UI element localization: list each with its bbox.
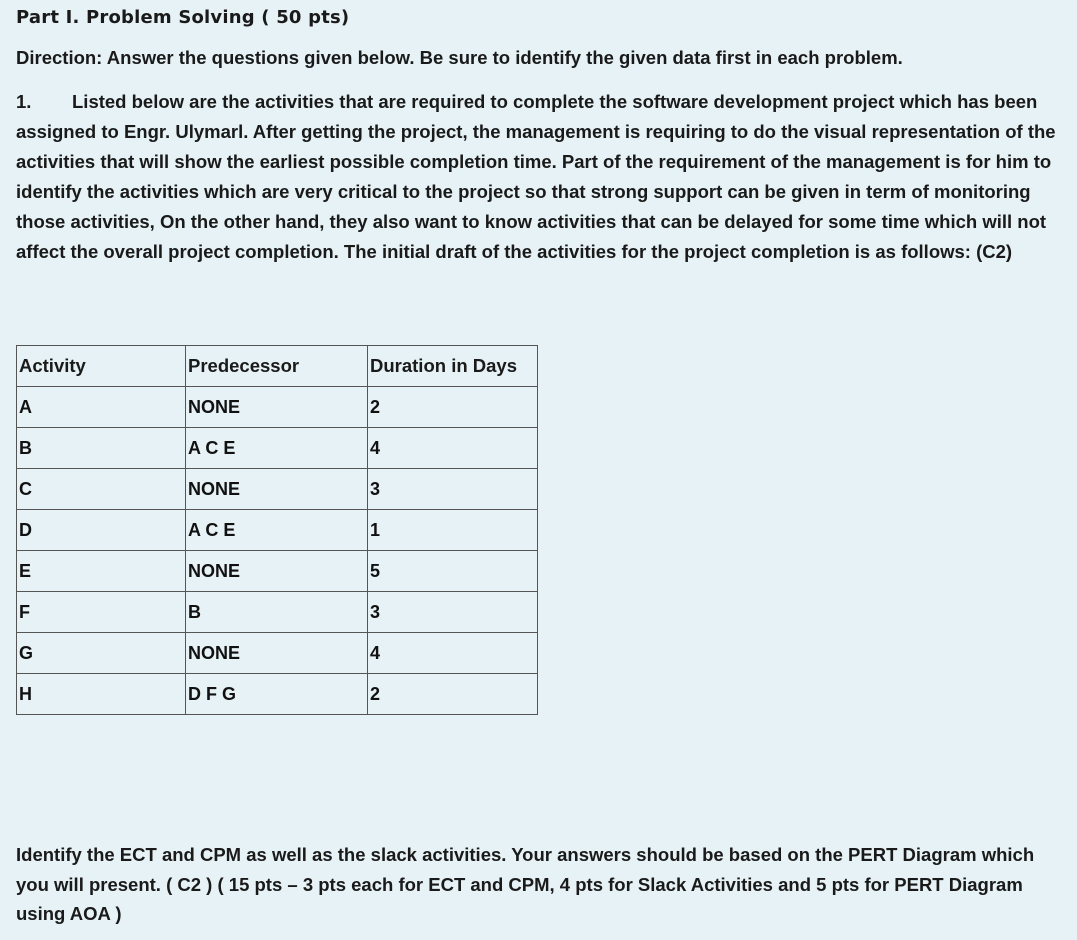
table-row (17, 428, 538, 469)
duration-cell: 4 (368, 428, 538, 469)
table-row (17, 633, 538, 674)
table-row (17, 387, 538, 428)
duration-cell: 2 (368, 674, 538, 715)
predecessor-cell: NONE (186, 469, 368, 510)
activity-cell: E (17, 551, 186, 592)
predecessor-cell: B (186, 592, 368, 633)
direction-text: Direction: Answer the questions given below. Be sure to identify the given data first in each problem. (16, 47, 903, 68)
table-row (17, 469, 538, 510)
predecessor-cell: A C E (186, 510, 368, 551)
activity-cell: A (17, 387, 186, 428)
activity-cell: D (17, 510, 186, 551)
header-predecessor: Predecessor (186, 346, 368, 387)
question-number: 1. (16, 91, 32, 112)
instructions-text: Identify the ECT and CPM as well as the slack activities. Your answers should be based on the PERT Diagram which you will present. ( C2 ) ( 15 pts – 3 pts each for ECT and CPM, 4 pts for Slack Activities and 5 pts for PERT Diagram using AOA ) (16, 844, 1035, 924)
activity-cell: B (17, 428, 186, 469)
header-activity: Activity (17, 346, 186, 387)
question-text: Listed below are the activities that are required to complete the software development project which has been assigned to Engr. Ulymarl. After getting the project, the management is requiring to do the visual representation of the activities that will show the earliest possible completion time. Part of the requirement of the management is for him to identify the activities which are very critical to the project so that strong support can be given in term of monitoring those activities, On the other hand, they also want to know activities that can be delayed for some time which will not affect the overall project completion. The initial draft of the activities for the project completion is as follows: (C2) (16, 91, 1056, 262)
question-1 (16, 87, 1061, 267)
duration-cell: 2 (368, 387, 538, 428)
header-duration: Duration in Days (368, 346, 538, 387)
table-header-row (17, 346, 538, 387)
table-row (17, 592, 538, 633)
activity-cell: C (17, 469, 186, 510)
duration-cell: 1 (368, 510, 538, 551)
part-title: Part I. Problem Solving ( 50 pts) (16, 7, 350, 28)
activities-table (16, 345, 538, 715)
predecessor-cell: NONE (186, 633, 368, 674)
table-row (17, 510, 538, 551)
table-row (17, 551, 538, 592)
activity-cell: G (17, 633, 186, 674)
duration-cell: 5 (368, 551, 538, 592)
predecessor-cell: A C E (186, 428, 368, 469)
duration-cell: 3 (368, 592, 538, 633)
duration-cell: 4 (368, 633, 538, 674)
duration-cell: 3 (368, 469, 538, 510)
predecessor-cell: NONE (186, 551, 368, 592)
activity-cell: H (17, 674, 186, 715)
predecessor-cell: NONE (186, 387, 368, 428)
activity-cell: F (17, 592, 186, 633)
table-row (17, 674, 538, 715)
predecessor-cell: D F G (186, 674, 368, 715)
